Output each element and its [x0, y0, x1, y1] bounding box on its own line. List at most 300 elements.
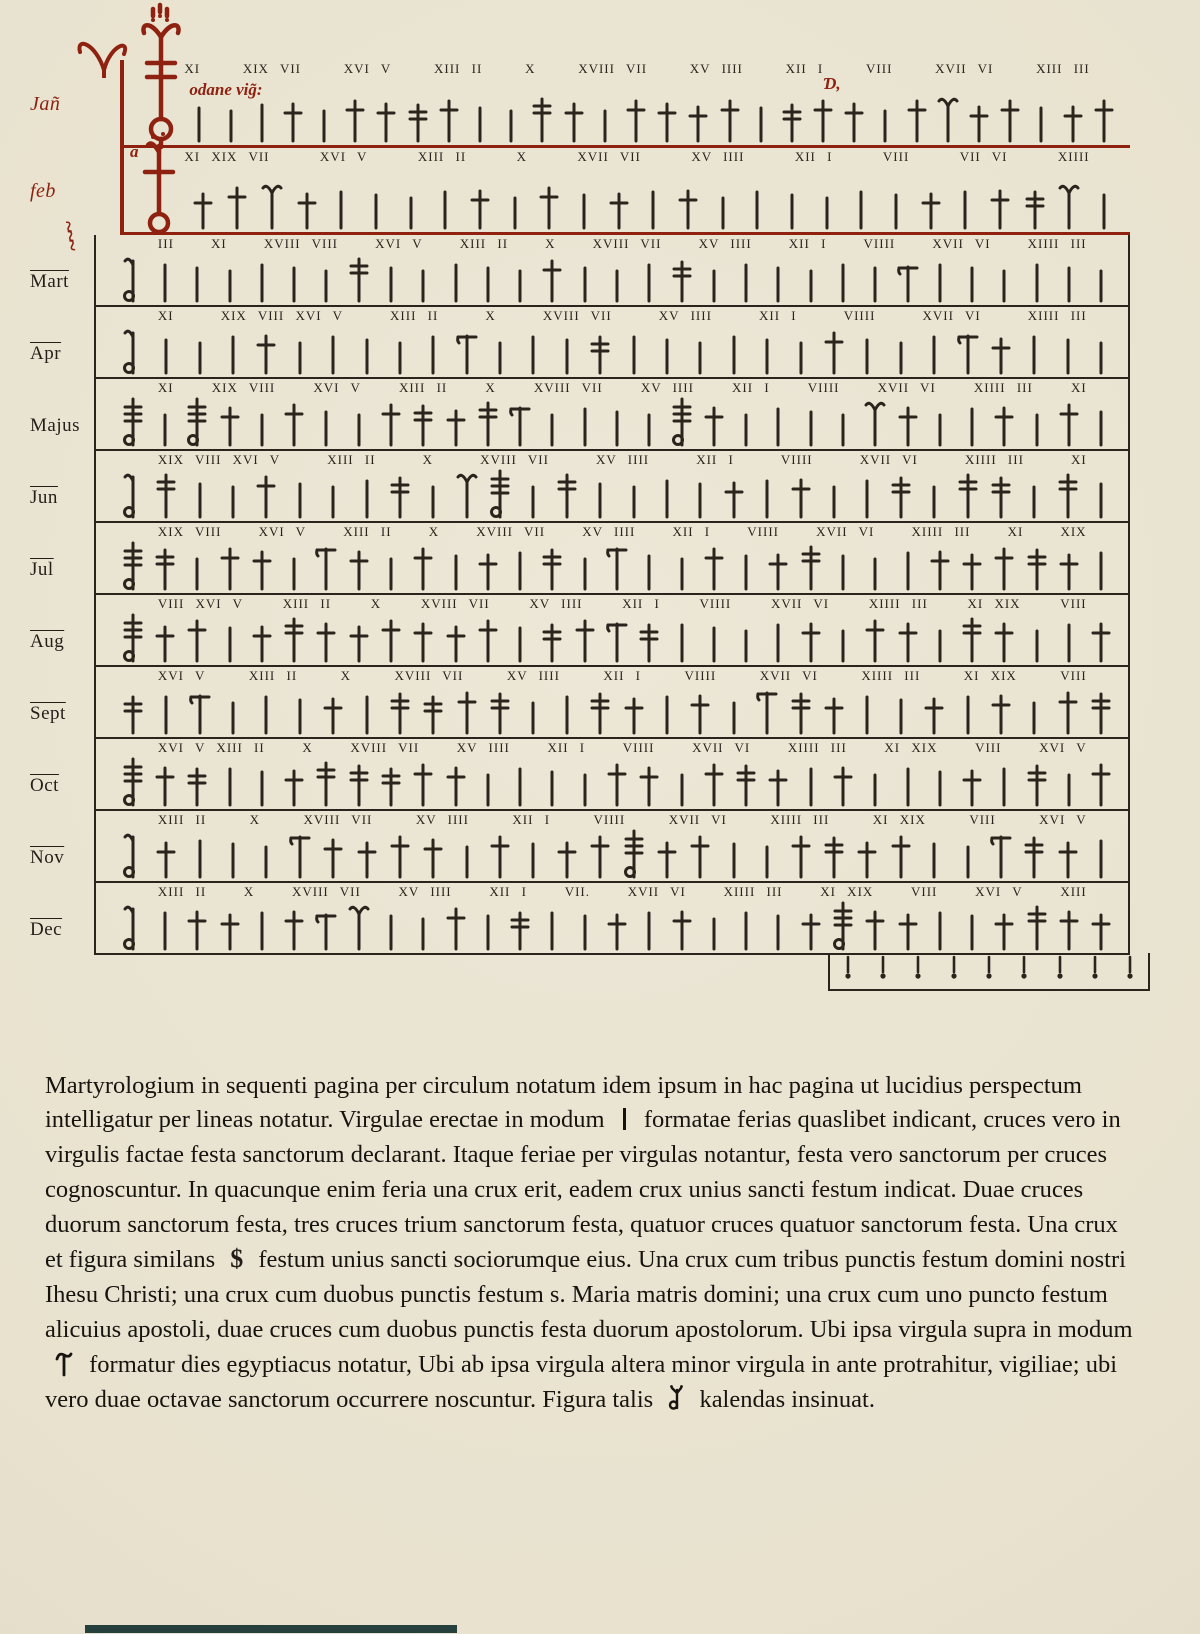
cross-mark	[389, 685, 411, 737]
kalendas-mark	[122, 325, 144, 377]
golden-number-group: XIX VIII	[157, 524, 222, 539]
virgula-mark	[864, 253, 886, 305]
cross-mark	[438, 93, 460, 145]
virgula-mark	[993, 253, 1015, 305]
golden-number-group: XII I	[696, 452, 734, 467]
octava-mark	[864, 397, 886, 449]
golden-number-group: VIII	[911, 884, 938, 899]
golden-number-group: XII I	[732, 380, 770, 395]
day-marks-jun	[122, 471, 1113, 521]
virgula-mark	[735, 541, 757, 593]
virgula-mark	[389, 325, 411, 377]
virgula-mark	[219, 613, 241, 665]
golden-number-group: VIIII	[863, 236, 896, 251]
cross-mark	[1058, 397, 1080, 449]
cross-mark	[380, 613, 402, 665]
golden-number-group: XV IIII	[529, 596, 583, 611]
cross-mark	[638, 613, 660, 665]
golden-numbers-nov	[158, 812, 1087, 828]
golden-number-group: XVI V	[975, 884, 1023, 899]
cross-mark	[990, 469, 1012, 521]
virgula-mark	[574, 901, 596, 953]
golden-number-group: XI	[184, 61, 201, 76]
virgula-mark	[832, 541, 854, 593]
cross-mark	[412, 757, 434, 809]
golden-number-group: XV IIII	[640, 380, 694, 395]
golden-number-group: XIII II	[327, 452, 376, 467]
octava-mark	[1058, 180, 1080, 232]
cross-mark	[890, 469, 912, 521]
virgula-mark	[856, 325, 878, 377]
golden-number-group: XVII VI	[692, 740, 751, 755]
virgula-mark	[522, 325, 544, 377]
virgula-mark	[656, 685, 678, 737]
cross-mark	[832, 901, 854, 953]
dotted-stroke-mark	[844, 955, 852, 979]
golden-number-group: VIIII	[622, 740, 655, 755]
virgula-mark	[929, 613, 951, 665]
virgula-mark	[189, 325, 211, 377]
month-label-aug	[30, 595, 94, 667]
day-marks-sept	[122, 687, 1113, 737]
golden-number-group: X	[302, 740, 313, 755]
kalendas-symbol	[659, 1386, 693, 1413]
virgula-mark	[556, 685, 578, 737]
cross-mark	[226, 180, 248, 232]
dies-egyptiacus-mark	[509, 397, 531, 449]
golden-number-group: XIII II	[248, 668, 298, 683]
cross-mark	[489, 469, 511, 521]
month-label-nov	[30, 811, 94, 883]
virgula-mark	[155, 325, 177, 377]
month-label-jul	[30, 523, 94, 595]
virgula-mark	[313, 93, 335, 145]
virgula-mark	[186, 253, 208, 305]
latin-explanation-paragraph: Martyrologium in sequenti pagina per circulum notatum idem ipsum in hac pagina ut lucidius perspectum intelligatur per lineas notatur. Virgulae erectae in modum formatae ferias quaslibet indicant, cruces vero in virgulis factae festa sanctorum declarant. Itaque feriae per virgulas notantur, festa vero sanctorum per cruces cognoscuntur. In quacunque enim feria una crux erit, eadem crux unius sancti festum indicat. Duae cruces duorum sanctorum festa, tres cruces trium sanctorum festa, quatuor cruces quatuor sanctorum festa. Una crux et figura similans $ festum unius sancti sociorumque eius. Una crux cum tribus punctis festum domini nostri Ihesu Christi; una crux cum duobus punctis festum s. Maria matris domini; una crux cum uno puncto festum alicuius apostoli, duae cruces cum duobus punctis festa duorum apostolorum. Ubi ipsa virgula supra in modum formatur dies egyptiacus notatur, Ubi ab ipsa virgula altera minor virgula in ante protrahitur, vigiliae; ubi vero duae octavae sanctorum occurrere noscuntur. Figura talis kalendas insinuat.	[45, 1071, 1133, 1413]
golden-number-group: XI XIX VII	[184, 149, 270, 164]
virgula-mark	[380, 541, 402, 593]
cross-mark	[556, 469, 578, 521]
virgula-mark	[434, 180, 456, 232]
virgula-mark	[623, 469, 645, 521]
virgula-mark	[219, 757, 241, 809]
virgula-mark	[642, 180, 664, 232]
virgula-mark	[638, 901, 660, 953]
virgula-mark	[289, 325, 311, 377]
month-label-text: Majus	[30, 415, 80, 436]
virgula-mark	[638, 397, 660, 449]
golden-number-group: XIII II	[343, 524, 392, 539]
cross-mark	[538, 180, 560, 232]
cross-mark	[412, 541, 434, 593]
cross-mark	[348, 541, 370, 593]
cross-mark	[961, 757, 983, 809]
cross-mark	[574, 613, 596, 665]
virgula-mark	[1058, 253, 1080, 305]
virgula-mark	[929, 901, 951, 953]
golden-number-group: VII.	[564, 884, 590, 899]
cross-mark	[961, 613, 983, 665]
virgula-mark	[767, 397, 789, 449]
virgula-mark	[1023, 685, 1045, 737]
virgula-mark	[832, 613, 854, 665]
golden-number-group: XVIII VII	[480, 452, 549, 467]
month-row-nov	[30, 811, 1130, 883]
kalendas-mark	[122, 901, 144, 953]
virgula-mark	[541, 901, 563, 953]
golden-number-group: XIII II	[434, 61, 483, 76]
virgula-mark	[365, 180, 387, 232]
kalendas-mark	[122, 829, 144, 881]
virgula-mark	[509, 253, 531, 305]
cross-mark	[412, 613, 434, 665]
cross-mark	[219, 901, 241, 953]
golden-number-group: VIII	[975, 740, 1002, 755]
virgula-mark	[800, 757, 822, 809]
golden-number-group: VII VI	[959, 149, 1008, 164]
cross-mark	[489, 829, 511, 881]
cross-mark	[689, 829, 711, 881]
virgula-mark	[422, 325, 444, 377]
golden-number-group: XV IIII	[398, 884, 452, 899]
cross-mark	[1093, 93, 1115, 145]
virgula-mark	[723, 325, 745, 377]
cross-mark	[122, 685, 144, 737]
cross-mark	[993, 613, 1015, 665]
month-label-text: Sept	[30, 703, 66, 724]
virgula-mark	[723, 685, 745, 737]
cross-mark	[509, 901, 531, 953]
cross-mark	[864, 901, 886, 953]
cross-mark	[1090, 757, 1112, 809]
golden-number-group: XVIII VII	[303, 812, 373, 827]
cross-mark	[219, 541, 241, 593]
month-label-text: feb	[30, 180, 56, 202]
virgula-mark	[315, 397, 337, 449]
virgula-mark	[750, 93, 772, 145]
dotted-stroke-mark	[1056, 955, 1064, 979]
virgula-mark	[283, 253, 305, 305]
kalendas-mark	[122, 253, 144, 305]
cross-mark	[923, 685, 945, 737]
golden-number-group: XIX VIII	[211, 380, 276, 395]
cross-mark	[122, 397, 144, 449]
cross-mark	[1057, 829, 1079, 881]
golden-numbers-majus	[158, 380, 1087, 396]
virgula-mark	[251, 901, 273, 953]
virgula-mark	[289, 469, 311, 521]
cross-mark	[832, 757, 854, 809]
cross-mark	[767, 541, 789, 593]
golden-number-group: XII I	[758, 308, 797, 323]
virgula-mark	[1090, 325, 1112, 377]
cross-mark	[957, 469, 979, 521]
virgula-mark	[735, 613, 757, 665]
golden-number-group: VIIII	[780, 452, 813, 467]
dies-egyptiacus-mark	[456, 325, 478, 377]
golden-number-group: VIIII	[699, 596, 732, 611]
virgula-mark	[923, 829, 945, 881]
golden-number-group: VIII	[1060, 668, 1087, 683]
virgula-mark	[885, 180, 907, 232]
virgula-mark	[781, 180, 803, 232]
virgula-mark	[923, 325, 945, 377]
virgula-mark	[864, 541, 886, 593]
calendar-footer-box	[828, 953, 1150, 991]
cross-mark	[1058, 901, 1080, 953]
virgula-mark	[422, 469, 444, 521]
month-line-aug	[94, 595, 1130, 667]
dies-egyptiacus-mark	[990, 829, 1012, 881]
virgula-mark	[1058, 613, 1080, 665]
cross-mark	[790, 829, 812, 881]
golden-number-group: XVII VI	[759, 668, 818, 683]
virgula-mark	[1023, 469, 1045, 521]
golden-number-group: XVII VII	[577, 149, 641, 164]
virgula-mark	[322, 325, 344, 377]
cross-mark	[122, 757, 144, 809]
dotted-stroke-mark	[914, 955, 922, 979]
golden-numbers-dec	[158, 884, 1087, 900]
dotted-stroke-mark	[879, 955, 887, 979]
cross-mark	[315, 613, 337, 665]
red-annotation: odane vig̃:	[189, 80, 263, 99]
golden-number-group: XIIII III	[861, 668, 921, 683]
cross-mark	[255, 325, 277, 377]
cross-mark	[541, 541, 563, 593]
golden-numbers-jul	[158, 524, 1087, 540]
golden-number-group: XVIII VII	[592, 236, 662, 251]
virgula-mark	[574, 757, 596, 809]
golden-number-group: XI	[211, 236, 227, 251]
cross-mark	[623, 685, 645, 737]
cross-mark	[677, 180, 699, 232]
cross-mark	[375, 93, 397, 145]
virgula-mark	[1090, 541, 1112, 593]
cross-mark	[671, 901, 693, 953]
day-marks-jul	[122, 543, 1113, 593]
month-row-jun	[30, 451, 1130, 523]
virgula-mark	[189, 829, 211, 881]
cross-mark	[993, 397, 1015, 449]
month-row-jan	[30, 60, 1130, 148]
golden-number-group: XIIII III	[723, 884, 783, 899]
cross-mark	[563, 93, 585, 145]
month-line-dec	[94, 883, 1130, 955]
month-row-mart	[30, 235, 1130, 307]
virgula-mark	[689, 469, 711, 521]
virgula-mark	[961, 397, 983, 449]
virgula-mark	[509, 541, 531, 593]
cross-mark	[541, 613, 563, 665]
cross-mark	[445, 397, 467, 449]
virgula-mark	[800, 397, 822, 449]
cross-mark	[589, 829, 611, 881]
golden-number-group: XVIII VIII	[263, 236, 338, 251]
golden-number-group: XII I	[622, 596, 660, 611]
cross-mark	[606, 901, 628, 953]
cross-mark	[489, 685, 511, 737]
month-label-text: Mart	[30, 271, 69, 292]
cross-mark	[531, 93, 553, 145]
virgula-mark	[541, 757, 563, 809]
virgula-mark	[1026, 397, 1048, 449]
golden-numbers-feb	[184, 149, 1089, 165]
cross-mark	[897, 613, 919, 665]
dotted-stroke-mark	[985, 955, 993, 979]
cross-mark	[412, 397, 434, 449]
virgula-mark	[594, 93, 616, 145]
virgula-mark	[712, 180, 734, 232]
month-line-feb	[120, 142, 1130, 235]
cross-mark	[283, 397, 305, 449]
golden-numbers-jan	[184, 61, 1089, 77]
virgula-mark	[735, 901, 757, 953]
virgula-mark	[606, 397, 628, 449]
virgula-mark	[445, 253, 467, 305]
golden-number-group: XIIII III	[1027, 308, 1087, 323]
golden-number-group: X	[485, 308, 496, 323]
cross-mark	[155, 469, 177, 521]
cross-mark	[703, 397, 725, 449]
cross-mark	[781, 93, 803, 145]
virgula-mark	[255, 829, 277, 881]
virgula-mark	[255, 685, 277, 737]
virgula-mark	[756, 325, 778, 377]
octava-mark	[456, 469, 478, 521]
golden-number-group: XVI V	[319, 149, 368, 164]
cross-mark	[767, 757, 789, 809]
cross-mark	[823, 829, 845, 881]
virgula-mark	[606, 253, 628, 305]
golden-number-group: XVII VI	[935, 61, 994, 76]
virgula-mark	[850, 180, 872, 232]
cross-mark	[790, 469, 812, 521]
golden-number-group: XVI V	[157, 668, 206, 683]
golden-number-group: XV IIII	[596, 452, 650, 467]
cross-mark	[1058, 541, 1080, 593]
cross-mark	[812, 93, 834, 145]
month-label-oct	[30, 739, 94, 811]
cross-mark	[445, 613, 467, 665]
golden-number-group: XVII VI	[816, 524, 875, 539]
month-row-apr	[30, 307, 1130, 379]
golden-number-group: XVI V	[313, 380, 361, 395]
virgula-mark	[188, 93, 210, 145]
cross-mark	[890, 829, 912, 881]
virgula-mark	[656, 325, 678, 377]
cross-mark	[344, 93, 366, 145]
golden-number-group: X	[485, 380, 496, 395]
virgula-mark	[330, 180, 352, 232]
virgula-mark	[412, 901, 434, 953]
dotted-stroke-mark	[950, 955, 958, 979]
golden-number-group: XII I	[489, 884, 527, 899]
month-line-apr	[94, 307, 1130, 379]
month-label-dec	[30, 883, 94, 955]
golden-number-group: XI XIX	[884, 740, 938, 755]
virgula-mark	[220, 93, 242, 145]
golden-numbers-jun	[158, 452, 1087, 468]
month-label-text: $\overline{Oct}$	[30, 775, 59, 796]
golden-numbers-mart	[158, 236, 1087, 252]
red-annotation: a	[130, 142, 139, 161]
virgula-mark	[957, 829, 979, 881]
cross-mark	[348, 613, 370, 665]
golden-number-group: VIII	[1060, 596, 1087, 611]
cross-mark	[897, 397, 919, 449]
virgula-mark	[1026, 613, 1048, 665]
golden-number-group: XV IIII	[658, 308, 712, 323]
golden-number-group: XV IIII	[691, 149, 745, 164]
cross-mark	[255, 469, 277, 521]
month-label-text: $\overline{Jul}$	[30, 559, 54, 580]
cross-mark	[589, 325, 611, 377]
virgula-mark	[573, 180, 595, 232]
cross-mark	[348, 757, 370, 809]
virgula-mark	[671, 541, 693, 593]
virgula-mark	[671, 613, 693, 665]
virgula-mark	[189, 469, 211, 521]
cross-mark	[154, 541, 176, 593]
golden-number-group: X	[243, 884, 255, 899]
golden-number-group: XIIII III	[973, 380, 1033, 395]
dies-egyptiacus-mark	[315, 901, 337, 953]
golden-number-group: X	[422, 452, 434, 467]
golden-number-group: XI XIX	[820, 884, 874, 899]
virgula-mark	[1090, 397, 1112, 449]
virgula-mark	[348, 397, 370, 449]
virgula-mark	[735, 397, 757, 449]
cross-mark	[192, 180, 214, 232]
virgula-mark	[703, 901, 725, 953]
month-line-sept	[94, 667, 1130, 739]
golden-number-group: VIII XVI V	[157, 596, 244, 611]
virgula-mark	[823, 469, 845, 521]
day-marks-mart	[122, 255, 1113, 305]
cross-mark	[1090, 901, 1112, 953]
virgula-mark	[1023, 325, 1045, 377]
golden-number-group: XIII III	[1036, 61, 1090, 76]
cross-mark	[154, 757, 176, 809]
golden-number-group: XIII II	[459, 236, 509, 251]
virgula-mark	[574, 253, 596, 305]
virgula-mark	[522, 829, 544, 881]
virgula-mark	[961, 901, 983, 953]
cross-mark	[122, 613, 144, 665]
virgula-mark	[735, 253, 757, 305]
day-marks-oct	[122, 759, 1113, 809]
cross-mark	[315, 757, 337, 809]
golden-number-group: XIIII III	[1027, 236, 1087, 251]
virgula-mark	[283, 541, 305, 593]
virgula-mark	[504, 180, 526, 232]
virgula-mark	[832, 397, 854, 449]
virgula-mark	[574, 397, 596, 449]
month-label-sept	[30, 667, 94, 739]
golden-number-group: XV IIII	[415, 812, 469, 827]
virgula-mark	[957, 685, 979, 737]
virgula-mark	[489, 325, 511, 377]
golden-number-group: XI XIX	[963, 668, 1017, 683]
virgula-mark	[509, 757, 531, 809]
virgula-mark	[638, 541, 660, 593]
golden-number-group: VIII	[969, 812, 996, 827]
golden-number-group: XI	[1070, 452, 1087, 467]
month-line-majus	[94, 379, 1130, 451]
virgula-mark	[522, 685, 544, 737]
cross-mark	[186, 757, 208, 809]
